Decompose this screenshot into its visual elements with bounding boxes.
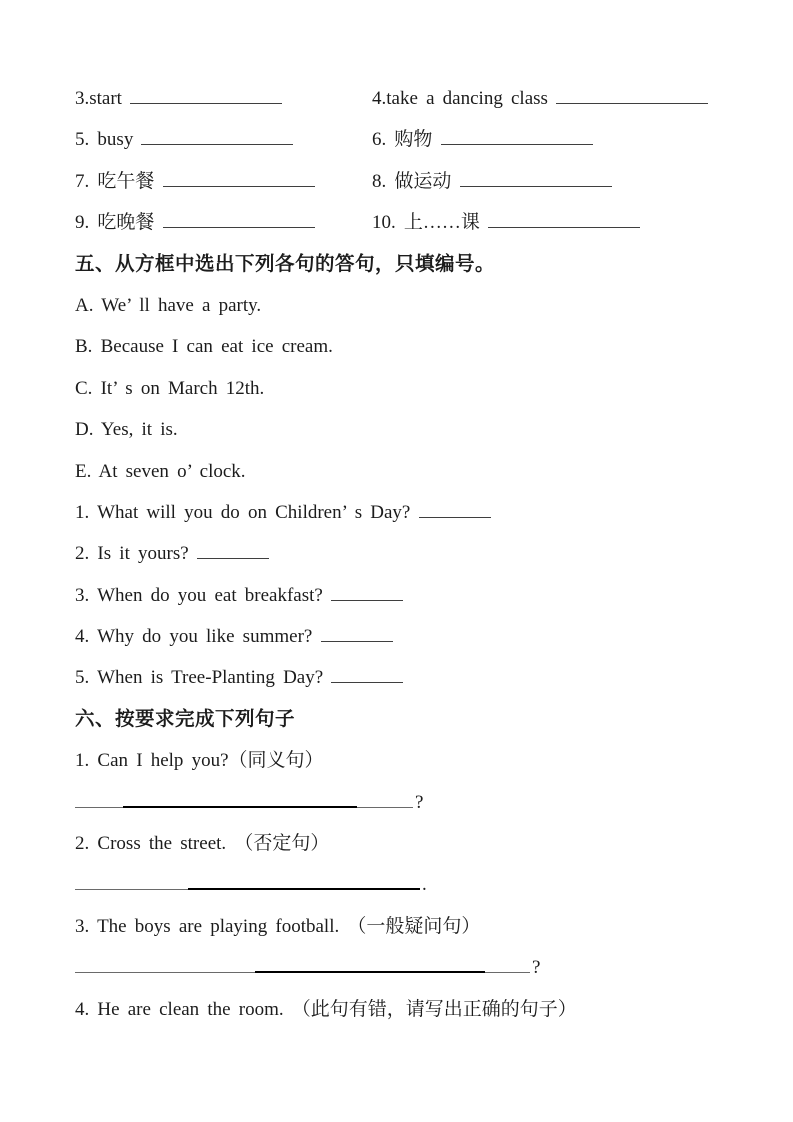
answer-option: C. It’ s on March 12th. — [75, 377, 265, 399]
question-text: 4. Why do you like summer? — [75, 626, 321, 648]
answer-rule-segment — [123, 790, 357, 808]
vocab-item-label: 6. 购物 — [372, 129, 441, 151]
question-item — [75, 492, 753, 533]
answer-line — [75, 947, 753, 988]
vocab-row — [75, 202, 753, 243]
question-blank — [321, 625, 393, 642]
vocab-item — [372, 161, 612, 202]
exercise-prompt: 2. Cross the street. （否定句） — [75, 833, 330, 855]
answer-rule-segment — [357, 791, 413, 808]
vocab-blank — [163, 211, 315, 228]
vocab-blank — [141, 128, 293, 145]
vocab-blank — [460, 170, 612, 187]
vocab-item — [75, 78, 372, 119]
exercise-prompt: 3. The boys are playing football. （一般疑问句） — [75, 915, 481, 937]
answer-option: B. Because I can eat ice cream. — [75, 336, 333, 358]
vocab-item-label: 10. 上……课 — [372, 212, 489, 234]
answer-line-punct: ? — [532, 957, 541, 979]
answer-option: E. At seven o’ clock. — [75, 460, 246, 482]
vocab-blank — [163, 170, 315, 187]
vocab-row — [75, 78, 753, 119]
question-item — [75, 657, 753, 698]
section5-title: 五、从方框中选出下列各句的答句，只填编号。 — [75, 252, 496, 275]
vocab-item-label: 9. 吃晚餐 — [75, 212, 163, 234]
vocab-item — [372, 202, 640, 243]
answer-option: A. We’ ll have a party. — [75, 294, 262, 316]
vocab-item-label: 5. busy — [75, 129, 142, 151]
vocab-item-label: 3.start — [75, 88, 131, 109]
answer-line-punct: . — [422, 874, 427, 896]
answer-line-punct: ? — [415, 791, 424, 813]
vocab-item-label: 7. 吃午餐 — [75, 170, 163, 192]
vocab-item — [372, 119, 593, 160]
question-blank — [197, 542, 269, 559]
vocab-item — [75, 161, 372, 202]
exercise-prompt: 4. He are clean the room. （此句有错，请写出正确的句子） — [75, 998, 577, 1020]
vocab-blank — [556, 87, 708, 104]
answer-option: D. Yes, it is. — [75, 419, 178, 441]
answer-rule-segment — [75, 956, 255, 973]
question-text: 1. What will you do on Children’ s Day? — [75, 501, 419, 523]
question-item — [75, 533, 753, 574]
vocab-item — [372, 78, 708, 119]
vocab-row — [75, 119, 753, 160]
answer-line — [75, 782, 753, 823]
answer-rule-segment — [75, 873, 188, 890]
question-blank — [331, 666, 403, 683]
vocab-row — [75, 161, 753, 202]
question-text: 5. When is Tree-Planting Day? — [75, 667, 332, 689]
vocab-blank — [441, 128, 593, 145]
question-blank — [419, 501, 491, 518]
vocab-item-label: 4.take a dancing class — [372, 88, 557, 109]
section6-title: 六、按要求完成下列句子 — [75, 707, 296, 730]
question-item — [75, 616, 753, 657]
answer-rule-segment — [255, 955, 485, 973]
answer-rule-segment — [75, 791, 123, 808]
question-text: 3. When do you eat breakfast? — [75, 584, 331, 606]
answer-rule-segment — [485, 956, 530, 973]
question-blank — [331, 584, 403, 601]
vocab-blank — [130, 87, 282, 104]
answer-rule-segment — [188, 872, 420, 890]
vocab-blank — [488, 211, 640, 228]
exercise-prompt: 1. Can I help you?（同义句） — [75, 750, 324, 772]
vocab-item — [75, 202, 372, 243]
question-item — [75, 575, 753, 616]
vocab-item-label: 8. 做运动 — [372, 170, 460, 192]
answer-line — [75, 864, 753, 905]
vocab-item — [75, 119, 372, 160]
question-text: 2. Is it yours? — [75, 543, 197, 565]
